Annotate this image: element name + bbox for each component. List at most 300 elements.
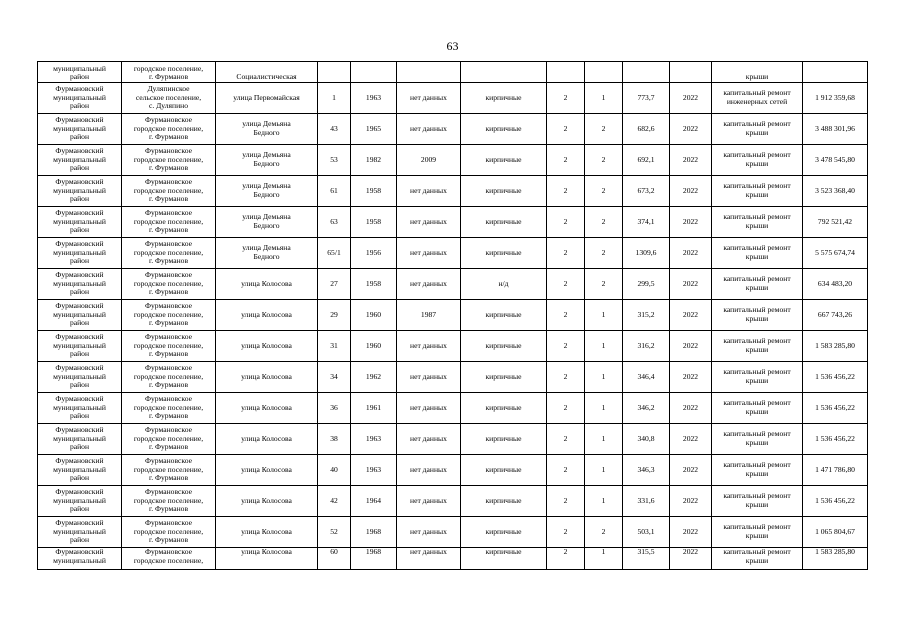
table-row: [38, 424, 868, 455]
district-line: муниципальный: [53, 555, 106, 565]
planned-year-line: 2022: [682, 433, 699, 443]
area-line: 316,2: [637, 340, 655, 350]
district-line: район: [69, 225, 90, 235]
floors-cell: [547, 393, 585, 424]
table-row: [38, 517, 868, 548]
house-number-line: 52: [330, 526, 338, 536]
entrances-cell: [585, 393, 623, 424]
street-cell: [216, 62, 318, 83]
district-cell: [38, 207, 122, 238]
area-line: 315,2: [637, 309, 655, 319]
settlement-line: городское поселение,: [133, 123, 204, 133]
planned-year-cell: [670, 300, 712, 331]
table-row: [38, 269, 868, 300]
settlement-line: Фурмановское: [145, 146, 192, 156]
last-overhaul-year-cell: [397, 548, 461, 570]
area-line: 374,1: [637, 216, 655, 226]
district-line: район: [69, 442, 90, 452]
street-cell: [216, 424, 318, 455]
area-cell: [623, 393, 670, 424]
area-line: 315,5: [637, 547, 655, 556]
wall-material-line: кирпичные: [485, 464, 522, 474]
street-line: улица Колосова: [241, 464, 292, 474]
area-line: 340,8: [637, 433, 655, 443]
last-overhaul-year-cell: [397, 207, 461, 238]
work-type-cell: [712, 176, 803, 207]
entrances-cell: [585, 269, 623, 300]
settlement-cell: [122, 83, 216, 114]
street-cell: [216, 486, 318, 517]
house-number-line: 65/1: [327, 247, 341, 257]
work-type-line: крыши: [745, 283, 769, 292]
settlement-line: г. Фурманов: [148, 535, 189, 545]
work-type-cell: [712, 455, 803, 486]
entrances-line: 2: [601, 185, 606, 195]
settlement-cell: [122, 517, 216, 548]
settlement-line: городское поселение,: [133, 402, 204, 412]
settlement-cell: [122, 207, 216, 238]
street-line: улица Демьяна: [242, 212, 291, 222]
district-cell: [38, 83, 122, 114]
construction-year-line: 1964: [365, 495, 382, 505]
entrances-line: 2: [601, 247, 606, 257]
house-number-cell: [318, 207, 351, 238]
street-line: улица Колосова: [241, 433, 292, 443]
last-overhaul-year-cell: [397, 145, 461, 176]
work-type-line: крыши: [745, 221, 769, 230]
work-type-line: крыши: [745, 72, 769, 82]
construction-year-line: 1965: [365, 123, 382, 133]
house-number-cell: [318, 176, 351, 207]
construction-year-cell: [351, 331, 397, 362]
district-line: Фурмановский: [55, 487, 104, 497]
floors-line: 2: [563, 185, 568, 195]
wall-material-cell: [461, 548, 547, 570]
settlement-cell: [122, 62, 216, 83]
planned-year-cell: [670, 238, 712, 269]
area-line: 682,6: [637, 123, 655, 133]
house-number-line: 27: [330, 278, 338, 288]
work-type-line: крыши: [745, 407, 769, 416]
settlement-line: г. Фурманов: [148, 287, 189, 297]
entrances-cell: [585, 362, 623, 393]
table-row: [38, 331, 868, 362]
entrances-cell: [585, 331, 623, 362]
cost-cell: [803, 517, 868, 548]
area-cell: [623, 300, 670, 331]
last-overhaul-year-line: нет данных: [410, 371, 447, 381]
work-type-line: крыши: [745, 128, 769, 137]
district-line: район: [69, 504, 90, 514]
street-line: улица Колосова: [241, 309, 292, 319]
settlement-cell: [122, 455, 216, 486]
district-cell: [38, 145, 122, 176]
last-overhaul-year-line: нет данных: [410, 278, 447, 288]
settlement-line: городское поселение,: [133, 309, 204, 319]
area-line: 346,4: [637, 371, 655, 381]
district-line: муниципальный: [53, 402, 106, 412]
house-number-cell: [318, 331, 351, 362]
entrances-line: 1: [601, 547, 606, 556]
construction-year-cell: [351, 62, 397, 83]
entrances-cell: [585, 300, 623, 331]
district-cell: [38, 331, 122, 362]
floors-cell: [547, 517, 585, 548]
wall-material-cell: [461, 207, 547, 238]
district-line: Фурмановский: [55, 363, 104, 373]
entrances-cell: [585, 114, 623, 145]
planned-year-line: 2022: [682, 340, 699, 350]
cost-line: 1 583 285,80: [815, 340, 855, 350]
entrances-cell: [585, 517, 623, 548]
planned-year-line: 2022: [682, 371, 699, 381]
work-type-cell: [712, 393, 803, 424]
wall-material-cell: [461, 83, 547, 114]
planned-year-line: 2022: [682, 495, 699, 505]
house-number-cell: [318, 269, 351, 300]
construction-year-cell: [351, 269, 397, 300]
district-line: район: [69, 473, 90, 483]
district-line: Фурмановский: [55, 239, 104, 249]
cost-cell: [803, 207, 868, 238]
house-number-cell: [318, 62, 351, 83]
cost-cell: [803, 455, 868, 486]
district-cell: [38, 424, 122, 455]
construction-year-cell: [351, 393, 397, 424]
planned-year-cell: [670, 362, 712, 393]
work-type-cell: [712, 548, 803, 570]
house-number-line: 42: [330, 495, 338, 505]
entrances-line: 1: [601, 464, 606, 474]
planned-year-line: 2022: [682, 278, 699, 288]
area-line: 346,3: [637, 464, 655, 474]
street-cell: [216, 517, 318, 548]
house-number-line: 61: [330, 185, 338, 195]
settlement-line: городское поселение,: [133, 555, 204, 565]
last-overhaul-year-line: нет данных: [410, 433, 447, 443]
work-type-cell: [712, 331, 803, 362]
planned-year-line: 2022: [682, 185, 699, 195]
work-type-line: крыши: [745, 500, 769, 509]
area-line: 673,2: [637, 185, 655, 195]
district-line: муниципальный: [53, 154, 106, 164]
work-type-cell: [712, 238, 803, 269]
last-overhaul-year-line: нет данных: [410, 216, 447, 226]
settlement-cell: [122, 548, 216, 570]
settlement-line: г. Фурманов: [148, 256, 189, 266]
wall-material-cell: [461, 517, 547, 548]
settlement-line: г. Фурманов: [148, 318, 189, 328]
cost-cell: [803, 362, 868, 393]
street-cell: [216, 548, 318, 570]
table-row: [38, 486, 868, 517]
street-cell: [216, 114, 318, 145]
table-row: [38, 238, 868, 269]
cost-line: 1 583 285,80: [815, 547, 855, 556]
construction-year-cell: [351, 517, 397, 548]
work-type-line: крыши: [745, 531, 769, 540]
floors-line: 2: [563, 92, 568, 102]
district-cell: [38, 548, 122, 570]
planned-year-line: 2022: [682, 123, 699, 133]
work-type-cell: [712, 517, 803, 548]
house-number-line: 1: [332, 92, 336, 102]
entrances-cell: [585, 424, 623, 455]
cost-cell: [803, 83, 868, 114]
table-row: [38, 114, 868, 145]
table-row: [38, 362, 868, 393]
settlement-cell: [122, 269, 216, 300]
cost-line: 3 523 368,40: [815, 185, 855, 195]
planned-year-cell: [670, 176, 712, 207]
settlement-line: городское поселение,: [133, 526, 204, 536]
planned-year-cell: [670, 393, 712, 424]
house-number-cell: [318, 238, 351, 269]
page-number: 63: [446, 39, 459, 53]
last-overhaul-year-cell: [397, 62, 461, 83]
district-line: район: [69, 380, 90, 390]
work-type-line: капитальный ремонт: [723, 336, 791, 346]
floors-cell: [547, 145, 585, 176]
cost-cell: [803, 331, 868, 362]
street-line: улица Колосова: [241, 547, 292, 556]
house-number-cell: [318, 300, 351, 331]
planned-year-line: 2022: [682, 154, 699, 164]
cost-cell: [803, 62, 868, 83]
housing-registry-table: [37, 61, 868, 570]
wall-material-line: кирпичные: [485, 402, 522, 412]
work-type-cell: [712, 114, 803, 145]
area-cell: [623, 207, 670, 238]
house-number-line: 34: [330, 371, 338, 381]
table-row: [38, 548, 868, 570]
cost-line: 5 575 674,74: [815, 247, 855, 257]
last-overhaul-year-cell: [397, 517, 461, 548]
house-number-cell: [318, 83, 351, 114]
street-line: улица Демьяна: [242, 150, 291, 160]
district-line: муниципальный: [53, 371, 106, 381]
cost-line: 1 471 786,80: [815, 464, 855, 474]
floors-cell: [547, 455, 585, 486]
construction-year-line: 1958: [365, 185, 382, 195]
entrances-line: 1: [601, 309, 606, 319]
construction-year-cell: [351, 455, 397, 486]
district-line: район: [69, 194, 90, 204]
construction-year-cell: [351, 424, 397, 455]
floors-cell: [547, 83, 585, 114]
settlement-line: Фурмановское: [145, 456, 192, 466]
settlement-cell: [122, 331, 216, 362]
street-cell: [216, 176, 318, 207]
floors-line: 2: [563, 402, 568, 412]
area-line: 692,1: [637, 154, 655, 164]
area-line: 346,2: [637, 402, 655, 412]
district-line: Фурмановский: [55, 270, 104, 280]
floors-cell: [547, 114, 585, 145]
settlement-line: Фурмановское: [145, 208, 192, 218]
last-overhaul-year-line: 1987: [420, 309, 437, 319]
district-line: район: [69, 411, 90, 421]
street-line: Социалистическая: [236, 72, 297, 82]
house-number-cell: [318, 145, 351, 176]
cost-line: 1 536 456,22: [815, 371, 855, 381]
work-type-line: капитальный ремонт: [723, 367, 791, 377]
cost-cell: [803, 114, 868, 145]
district-line: Фурмановский: [55, 394, 104, 404]
district-line: муниципальный: [53, 247, 106, 257]
floors-cell: [547, 176, 585, 207]
entrances-line: 2: [601, 278, 606, 288]
wall-material-cell: [461, 455, 547, 486]
cost-line: 3 488 301,96: [815, 123, 855, 133]
district-line: муниципальный: [53, 278, 106, 288]
work-type-line: капитальный ремонт: [723, 119, 791, 129]
house-number-line: 36: [330, 402, 338, 412]
planned-year-cell: [670, 269, 712, 300]
planned-year-line: 2022: [682, 309, 699, 319]
cost-cell: [803, 176, 868, 207]
wall-material-cell: [461, 238, 547, 269]
area-cell: [623, 548, 670, 570]
settlement-cell: [122, 424, 216, 455]
cost-cell: [803, 486, 868, 517]
work-type-line: капитальный ремонт: [723, 460, 791, 470]
district-line: Фурмановский: [55, 177, 104, 187]
work-type-line: крыши: [745, 345, 769, 354]
wall-material-line: кирпичные: [485, 526, 522, 536]
work-type-cell: [712, 269, 803, 300]
district-line: район: [69, 72, 90, 82]
district-line: Фурмановский: [55, 425, 104, 435]
construction-year-cell: [351, 486, 397, 517]
district-line: Фурмановский: [55, 301, 104, 311]
table-row: [38, 145, 868, 176]
district-line: муниципальный: [53, 185, 106, 195]
district-cell: [38, 300, 122, 331]
street-cell: [216, 83, 318, 114]
entrances-line: 1: [601, 340, 606, 350]
floors-line: 2: [563, 154, 568, 164]
floors-cell: [547, 300, 585, 331]
district-line: муниципальный: [53, 495, 106, 505]
planned-year-line: 2022: [682, 247, 699, 257]
floors-line: 2: [563, 526, 568, 536]
last-overhaul-year-line: нет данных: [410, 495, 447, 505]
wall-material-line: кирпичные: [485, 185, 522, 195]
district-cell: [38, 393, 122, 424]
settlement-line: Фурмановское: [145, 487, 192, 497]
floors-line: 2: [563, 547, 568, 556]
floors-line: 2: [563, 216, 568, 226]
settlement-line: с. Дуляпино: [148, 101, 189, 111]
area-cell: [623, 362, 670, 393]
work-type-cell: [712, 62, 803, 83]
entrances-line: 1: [601, 402, 606, 412]
wall-material-line: кирпичные: [485, 92, 522, 102]
planned-year-line: 2022: [682, 547, 699, 556]
construction-year-line: 1961: [365, 402, 382, 412]
area-cell: [623, 455, 670, 486]
cost-cell: [803, 393, 868, 424]
construction-year-line: 1982: [365, 154, 382, 164]
wall-material-cell: [461, 145, 547, 176]
planned-year-cell: [670, 207, 712, 238]
street-line: Бедного: [253, 190, 280, 199]
settlement-line: Фурмановское: [145, 115, 192, 125]
settlement-line: Фурмановское: [145, 425, 192, 435]
house-number-line: 53: [330, 154, 338, 164]
work-type-line: крыши: [745, 190, 769, 199]
entrances-cell: [585, 62, 623, 83]
wall-material-cell: [461, 486, 547, 517]
settlement-line: городское поселение,: [133, 247, 204, 257]
settlement-line: Фурмановское: [145, 394, 192, 404]
street-cell: [216, 207, 318, 238]
area-cell: [623, 83, 670, 114]
district-line: Фурмановский: [55, 84, 104, 94]
district-cell: [38, 517, 122, 548]
entrances-line: 2: [601, 526, 606, 536]
entrances-cell: [585, 145, 623, 176]
cost-line: 1 065 804,67: [815, 526, 855, 536]
work-type-line: капитальный ремонт: [723, 88, 791, 98]
floors-line: 2: [563, 464, 568, 474]
entrances-line: 2: [601, 123, 606, 133]
settlement-line: Фурмановское: [145, 547, 192, 556]
entrances-cell: [585, 548, 623, 570]
settlement-line: г. Фурманов: [148, 132, 189, 142]
house-number-cell: [318, 362, 351, 393]
wall-material-line: кирпичные: [485, 154, 522, 164]
house-number-line: 43: [330, 123, 338, 133]
floors-line: 2: [563, 123, 568, 133]
area-cell: [623, 176, 670, 207]
floors-cell: [547, 331, 585, 362]
construction-year-line: 1962: [365, 371, 382, 381]
settlement-cell: [122, 176, 216, 207]
district-line: район: [69, 256, 90, 266]
district-line: район: [69, 349, 90, 359]
floors-cell: [547, 62, 585, 83]
settlement-line: г. Фурманов: [148, 473, 189, 483]
construction-year-line: 1963: [365, 433, 382, 443]
work-type-line: капитальный ремонт: [723, 305, 791, 315]
area-line: 503,1: [637, 526, 655, 536]
settlement-line: сельское поселение,: [135, 92, 202, 102]
district-line: Фурмановский: [55, 146, 104, 156]
district-line: Фурмановский: [55, 456, 104, 466]
district-line: район: [69, 132, 90, 142]
construction-year-line: 1958: [365, 216, 382, 226]
cost-line: 1 536 456,22: [815, 433, 855, 443]
district-cell: [38, 269, 122, 300]
house-number-line: 63: [330, 216, 338, 226]
last-overhaul-year-cell: [397, 362, 461, 393]
wall-material-line: кирпичные: [485, 216, 522, 226]
street-line: улица Демьяна: [242, 119, 291, 129]
floors-cell: [547, 424, 585, 455]
planned-year-cell: [670, 331, 712, 362]
last-overhaul-year-cell: [397, 176, 461, 207]
wall-material-line: кирпичные: [485, 340, 522, 350]
work-type-cell: [712, 300, 803, 331]
area-cell: [623, 145, 670, 176]
settlement-line: городское поселение,: [133, 495, 204, 505]
last-overhaul-year-line: нет данных: [410, 547, 447, 556]
district-cell: [38, 62, 122, 83]
last-overhaul-year-cell: [397, 83, 461, 114]
construction-year-cell: [351, 145, 397, 176]
